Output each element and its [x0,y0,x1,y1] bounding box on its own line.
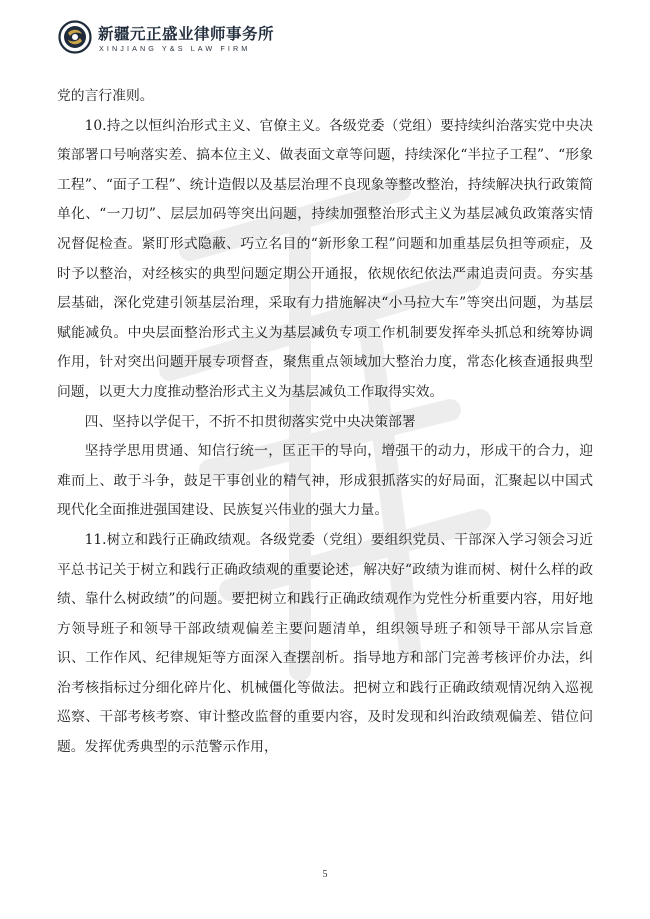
paragraph-section-intro: 坚持学思用贯通、知信行统一，匡正干的导向，增强干的动力，形成干的合力，迎难而上、敢于斗争，鼓足干事创业的精气神，形成狠抓落实的好局面，汇聚起以中国式现代化全面推进强国建设、民族复兴伟业的强大力量。 [57,443,593,519]
paragraph-item-11: 11.树立和践行正确政绩观。各级党委（党组）要组织党员、干部深入学习领会习近平总书记关于树立和践行正确政绩观的重要论述，解决好“政绩为谁而树、树什么样的政绩、靠什么树政绩”的问题。要把树立和践行正确政绩观作为党性分析重要内容，用好地方领导班子和领导干部政绩观偏差主要问题清单，组织领导班子和领导干部从宗旨意识、工作作风、纪律规矩等方面深入查摆剖析。指导地方和部门完善考核评价办法，纠治考核指标过分细化碎片化、机械僵化等做法。把树立和践行正确政绩观情况纳入巡视巡察、干部考核考察、审计整改监督的重要内容，及时发现和纠治政绩观偏差、错位问题。发挥优秀典型的示范警示作用， [57,531,593,756]
firm-name-en: XINJIANG Y&S LAW FIRM [99,44,251,53]
firm-name: 新疆元正盛业律师事务所 [98,25,275,43]
paragraph-item-10: 10.持之以恒纠治形式主义、官僚主义。各级党委（党组）要持续纠治落实党中央决策部署口号响落实差、搞本位主义、做表面文章等问题，持续深化“半拉子工程”、“形象工程”、“面子工程”、统计造假以及基层治理不良现象等整改整治，持续解决执行政策简单化、“一刀切”、层层加码等突出问题，持续加强整治形式主义为基层减负政策落实情况督促检查。紧盯形式隐蔽、巧立名目的“新形象工程”问题和加重基层负担等顽症，及时予以整治，对经核实的典型问题定期公开通报，依规依纪依法严肃追责问责。夯实基层基础，深化党建引领基层治理，采取有力措施解决“小马拉大车”等突出问题，为基层赋能减负。中央层面整治形式主义为基层减负专项工作机制要发挥牵头抓总和统筹协调作用，针对突出问题开展专项督查，聚焦重点领域加大整治力度，常态化核查通报典型问题，以更大力度推动整治形式主义为基层减负工作取得实效。 [57,117,593,400]
page-number: 5 [322,869,328,880]
section-heading-4: 四、坚持以学促干，不折不扣贯彻落实党中央决策部署 [84,413,416,430]
document-body [57,82,593,763]
paragraph-continuation: 党的言行准则。 [57,88,154,104]
firm-logo-icon [58,20,92,54]
letterhead [58,20,598,70]
